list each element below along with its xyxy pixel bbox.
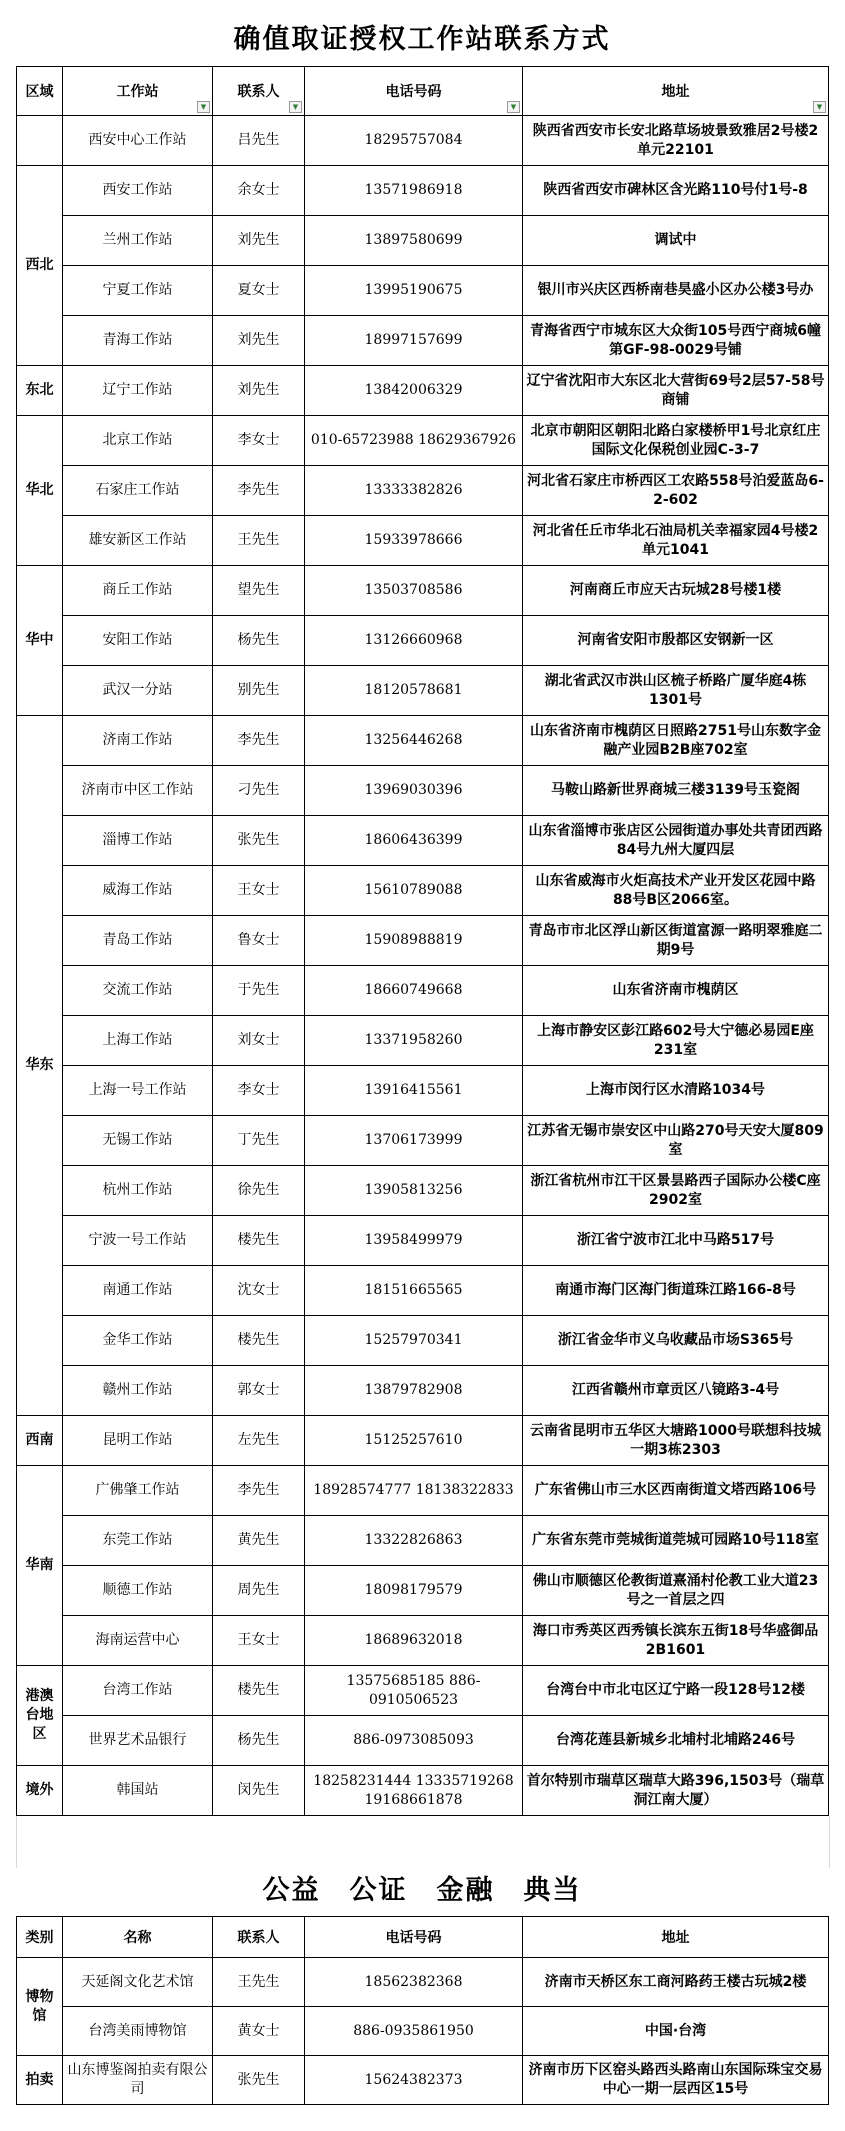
header-region[interactable]: 区域 xyxy=(17,67,63,116)
contact-cell[interactable]: 楼先生 xyxy=(213,1316,305,1366)
address-cell[interactable]: 山东省济南市槐荫区 xyxy=(523,966,829,1016)
phone-cell[interactable]: 18689632018 xyxy=(305,1616,523,1666)
header-category[interactable]: 类别 xyxy=(17,1917,63,1958)
phone-cell[interactable]: 13969030396 xyxy=(305,766,523,816)
address-cell[interactable]: 陕西省西安市长安北路草场坡景致雅居2号楼2单元22101 xyxy=(523,116,829,166)
address-cell[interactable]: 台湾台中市北屯区辽宁路一段128号12楼 xyxy=(523,1666,829,1716)
group-cell[interactable]: 华北 xyxy=(17,416,63,566)
header-contact[interactable]: 联系人 ▼ xyxy=(213,67,305,116)
station-cell[interactable]: 东莞工作站 xyxy=(63,1516,213,1566)
table-row xyxy=(17,1266,829,1316)
address-cell[interactable]: 海口市秀英区西秀镇长滨东五街18号华盛御品2B1601 xyxy=(523,1616,829,1666)
table-row xyxy=(17,516,829,566)
contact-cell[interactable]: 余女士 xyxy=(213,166,305,216)
address-cell[interactable]: 河南省安阳市殷都区安钢新一区 xyxy=(523,616,829,666)
phone-cell[interactable]: 13575685185 886-0910506523 xyxy=(305,1666,523,1716)
phone-cell[interactable]: 18660749668 xyxy=(305,966,523,1016)
station-cell[interactable]: 顺德工作站 xyxy=(63,1566,213,1616)
phone-cell[interactable]: 15125257610 xyxy=(305,1416,523,1466)
table-row xyxy=(17,166,829,216)
phone-cell[interactable]: 18606436399 xyxy=(305,816,523,866)
station-cell[interactable]: 台湾美雨博物馆 xyxy=(63,2007,213,2056)
contact-cell[interactable]: 黄女士 xyxy=(213,2007,305,2056)
station-cell[interactable]: 世界艺术品银行 xyxy=(63,1716,213,1766)
table-row xyxy=(17,366,829,416)
phone-cell[interactable]: 13571986918 xyxy=(305,166,523,216)
phone-cell[interactable]: 13322826863 xyxy=(305,1516,523,1566)
table-row xyxy=(17,716,829,766)
contact-cell[interactable]: 王先生 xyxy=(213,1958,305,2007)
station-cell[interactable]: 广佛肇工作站 xyxy=(63,1466,213,1516)
address-cell[interactable]: 中国·台湾 xyxy=(523,2007,829,2056)
station-cell[interactable]: 雄安新区工作站 xyxy=(63,516,213,566)
contact-cell[interactable]: 李先生 xyxy=(213,466,305,516)
address-cell[interactable]: 山东省威海市火炬高技术产业开发区花园中路88号B区2066室。 xyxy=(523,866,829,916)
group-cell[interactable]: 东北 xyxy=(17,366,63,416)
address-cell[interactable]: 青岛市市北区浮山新区街道富源一路明翠雅庭二期9号 xyxy=(523,916,829,966)
address-cell[interactable]: 济南市天桥区东工商河路药王楼古玩城2楼 xyxy=(523,1958,829,2007)
contact-cell[interactable]: 楼先生 xyxy=(213,1216,305,1266)
address-cell[interactable]: 湖北省武汉市洪山区梳子桥路广厦华庭4栋1301号 xyxy=(523,666,829,716)
table-row xyxy=(17,1366,829,1416)
phone-cell[interactable]: 886-0935861950 xyxy=(305,2007,523,2056)
address-cell[interactable]: 上海市静安区彭江路602号大宁德必易园E座231室 xyxy=(523,1016,829,1066)
table-row xyxy=(17,1466,829,1516)
partner-table xyxy=(16,1916,829,2105)
header-contact[interactable]: 联系人 xyxy=(213,1917,305,1958)
table-row xyxy=(17,1766,829,1816)
contact-cell[interactable]: 刘先生 xyxy=(213,216,305,266)
table-row xyxy=(17,766,829,816)
table-row xyxy=(17,1958,829,2007)
station-cell[interactable]: 交流工作站 xyxy=(63,966,213,1016)
phone-cell[interactable]: 13126660968 xyxy=(305,616,523,666)
table-row xyxy=(17,266,829,316)
station-cell[interactable]: 山东博鉴阁拍卖有限公司 xyxy=(63,2056,213,2105)
station-cell[interactable]: 安阳工作站 xyxy=(63,616,213,666)
group-cell[interactable]: 博物馆 xyxy=(17,1958,63,2056)
station-cell[interactable]: 金华工作站 xyxy=(63,1316,213,1366)
phone-cell[interactable]: 13706173999 xyxy=(305,1116,523,1166)
header-address[interactable]: 地址 ▼ xyxy=(523,67,829,116)
phone-cell[interactable]: 010-65723988 18629367926 xyxy=(305,416,523,466)
main-title: 确值取证授权工作站联系方式 xyxy=(233,24,611,55)
contact-cell[interactable]: 周先生 xyxy=(213,1566,305,1616)
station-cell[interactable]: 济南工作站 xyxy=(63,716,213,766)
address-cell[interactable]: 南通市海门区海门街道珠江路166-8号 xyxy=(523,1266,829,1316)
address-cell[interactable]: 广东省东莞市莞城街道莞城可园路10号118室 xyxy=(523,1516,829,1566)
station-cell[interactable]: 青海工作站 xyxy=(63,316,213,366)
contact-cell[interactable]: 王女士 xyxy=(213,866,305,916)
group-cell[interactable]: 境外 xyxy=(17,1766,63,1816)
phone-cell[interactable]: 13995190675 xyxy=(305,266,523,316)
contact-cell[interactable]: 于先生 xyxy=(213,966,305,1016)
sheet-gap xyxy=(16,1816,830,1868)
table-row xyxy=(17,616,829,666)
group-cell[interactable]: 西南 xyxy=(17,1416,63,1466)
table-row xyxy=(17,2007,829,2056)
table-row xyxy=(17,1716,829,1766)
contact-cell[interactable]: 徐先生 xyxy=(213,1166,305,1216)
contact-cell[interactable]: 郭女士 xyxy=(213,1366,305,1416)
station-cell[interactable]: 辽宁工作站 xyxy=(63,366,213,416)
contact-cell[interactable]: 鲁女士 xyxy=(213,916,305,966)
station-cell[interactable]: 青岛工作站 xyxy=(63,916,213,966)
station-cell[interactable]: 宁波一号工作站 xyxy=(63,1216,213,1266)
station-cell[interactable]: 上海工作站 xyxy=(63,1016,213,1066)
address-cell[interactable]: 河北省任丘市华北石油局机关幸福家园4号楼2单元1041 xyxy=(523,516,829,566)
contact-cell[interactable]: 王先生 xyxy=(213,516,305,566)
station-cell[interactable]: 无锡工作站 xyxy=(63,1116,213,1166)
contact-cell[interactable]: 刘女士 xyxy=(213,1016,305,1066)
contact-cell[interactable]: 沈女士 xyxy=(213,1266,305,1316)
table-row xyxy=(17,466,829,516)
phone-cell[interactable]: 15624382373 xyxy=(305,2056,523,2105)
station-cell[interactable]: 济南市中区工作站 xyxy=(63,766,213,816)
header-phone[interactable]: 电话号码 ▼ xyxy=(305,67,523,116)
section-title: 公益 公证 金融 典当 xyxy=(262,1875,582,1906)
table-row xyxy=(17,1116,829,1166)
table-row xyxy=(17,1066,829,1116)
station-cell[interactable]: 西安中心工作站 xyxy=(63,116,213,166)
address-cell[interactable]: 河南商丘市应天古玩城28号楼1楼 xyxy=(523,566,829,616)
table-row xyxy=(17,1216,829,1266)
address-cell[interactable]: 陕西省西安市碑林区含光路110号付1号-8 xyxy=(523,166,829,216)
address-cell[interactable]: 广东省佛山市三水区西南街道文塔西路106号 xyxy=(523,1466,829,1516)
phone-cell[interactable]: 13371958260 xyxy=(305,1016,523,1066)
phone-cell[interactable]: 18997157699 xyxy=(305,316,523,366)
filter-dropdown-icon[interactable]: ▼ xyxy=(289,101,302,113)
station-cell[interactable]: 淄博工作站 xyxy=(63,816,213,866)
contact-cell[interactable]: 王女士 xyxy=(213,1616,305,1666)
contact-cell[interactable]: 丁先生 xyxy=(213,1116,305,1166)
address-cell[interactable]: 辽宁省沈阳市大东区北大营街69号2层57-58号商铺 xyxy=(523,366,829,416)
group-cell[interactable] xyxy=(17,116,63,166)
phone-cell[interactable]: 13905813256 xyxy=(305,1166,523,1216)
table-row xyxy=(17,1616,829,1666)
table-row xyxy=(17,666,829,716)
address-cell[interactable]: 江西省赣州市章贡区八镜路3-4号 xyxy=(523,1366,829,1416)
address-cell[interactable]: 云南省昆明市五华区大塘路1000号联想科技城一期3栋2303 xyxy=(523,1416,829,1466)
station-cell[interactable]: 南通工作站 xyxy=(63,1266,213,1316)
address-cell[interactable]: 江苏省无锡市崇安区中山路270号天安大厦809室 xyxy=(523,1116,829,1166)
contact-cell[interactable]: 李先生 xyxy=(213,1466,305,1516)
group-cell[interactable]: 港澳台地区 xyxy=(17,1666,63,1766)
contact-cell[interactable]: 刘先生 xyxy=(213,366,305,416)
address-cell[interactable]: 浙江省杭州市江干区景昙路西子国际办公楼C座2902室 xyxy=(523,1166,829,1216)
station-cell[interactable]: 杭州工作站 xyxy=(63,1166,213,1216)
station-cell[interactable]: 海南运营中心 xyxy=(63,1616,213,1666)
station-cell[interactable]: 昆明工作站 xyxy=(63,1416,213,1466)
station-cell[interactable]: 天延阁文化艺术馆 xyxy=(63,1958,213,2007)
table-row xyxy=(17,966,829,1016)
group-cell[interactable]: 华南 xyxy=(17,1466,63,1666)
table-row xyxy=(17,1016,829,1066)
phone-cell[interactable]: 18098179579 xyxy=(305,1566,523,1616)
phone-cell[interactable]: 15908988819 xyxy=(305,916,523,966)
address-cell[interactable]: 青海省西宁市城东区大众街105号西宁商城6幢第GF-98-0029号铺 xyxy=(523,316,829,366)
phone-cell[interactable]: 18295757084 xyxy=(305,116,523,166)
contact-cell[interactable]: 刘先生 xyxy=(213,316,305,366)
contact-cell[interactable]: 闵先生 xyxy=(213,1766,305,1816)
header-station[interactable]: 工作站 ▼ xyxy=(63,67,213,116)
station-cell[interactable]: 上海一号工作站 xyxy=(63,1066,213,1116)
contact-cell[interactable]: 别先生 xyxy=(213,666,305,716)
table-row xyxy=(17,1666,829,1716)
station-cell[interactable]: 石家庄工作站 xyxy=(63,466,213,516)
contact-cell[interactable]: 左先生 xyxy=(213,1416,305,1466)
header-address[interactable]: 地址 xyxy=(523,1917,829,1958)
address-cell[interactable]: 山东省淄博市张店区公园街道办事处共青团西路84号九州大厦四层 xyxy=(523,816,829,866)
phone-cell[interactable]: 886-0973085093 xyxy=(305,1716,523,1766)
group-cell[interactable]: 华中 xyxy=(17,566,63,716)
contact-cell[interactable]: 杨先生 xyxy=(213,1716,305,1766)
contact-cell[interactable]: 刁先生 xyxy=(213,766,305,816)
phone-cell[interactable]: 15610789088 xyxy=(305,866,523,916)
table-row xyxy=(17,816,829,866)
contact-cell[interactable]: 张先生 xyxy=(213,2056,305,2105)
table-row xyxy=(17,1416,829,1466)
address-cell[interactable]: 浙江省宁波市江北中马路517号 xyxy=(523,1216,829,1266)
phone-cell[interactable]: 13879782908 xyxy=(305,1366,523,1416)
station-cell[interactable]: 赣州工作站 xyxy=(63,1366,213,1416)
station-cell[interactable]: 韩国站 xyxy=(63,1766,213,1816)
address-cell[interactable]: 山东省济南市槐荫区日照路2751号山东数字金融产业园B2B座702室 xyxy=(523,716,829,766)
station-cell[interactable]: 威海工作站 xyxy=(63,866,213,916)
workstation-table xyxy=(16,66,829,1816)
contact-cell[interactable]: 夏女士 xyxy=(213,266,305,316)
address-cell[interactable]: 马鞍山路新世界商城三楼3139号玉瓷阁 xyxy=(523,766,829,816)
table-row xyxy=(17,566,829,616)
station-cell[interactable]: 宁夏工作站 xyxy=(63,266,213,316)
table-row xyxy=(17,216,829,266)
table-row xyxy=(17,916,829,966)
table-row xyxy=(17,116,829,166)
station-cell[interactable]: 兰州工作站 xyxy=(63,216,213,266)
station-cell[interactable]: 台湾工作站 xyxy=(63,1666,213,1716)
contact-cell[interactable]: 望先生 xyxy=(213,566,305,616)
phone-cell[interactable]: 13333382826 xyxy=(305,466,523,516)
filter-dropdown-icon[interactable]: ▼ xyxy=(507,101,520,113)
address-cell[interactable]: 台湾花莲县新城乡北埔村北埔路246号 xyxy=(523,1716,829,1766)
address-cell[interactable]: 银川市兴庆区西桥南巷昊盛小区办公楼3号办 xyxy=(523,266,829,316)
phone-cell[interactable]: 13958499979 xyxy=(305,1216,523,1266)
contact-cell[interactable]: 李女士 xyxy=(213,416,305,466)
contact-cell[interactable]: 杨先生 xyxy=(213,616,305,666)
contact-cell[interactable]: 吕先生 xyxy=(213,116,305,166)
table-row xyxy=(17,1316,829,1366)
table-row xyxy=(17,866,829,916)
table-row xyxy=(17,1166,829,1216)
phone-cell[interactable]: 13897580699 xyxy=(305,216,523,266)
address-cell[interactable]: 调试中 xyxy=(523,216,829,266)
address-cell[interactable]: 佛山市顺德区伦教街道熹涌村伦教工业大道23号之一首层之四 xyxy=(523,1566,829,1616)
phone-cell[interactable]: 18928574777 18138322833 xyxy=(305,1466,523,1516)
phone-cell[interactable]: 18258231444 13335719268 19168661878 xyxy=(305,1766,523,1816)
address-cell[interactable]: 河北省石家庄市桥西区工农路558号泊爱蓝岛6-2-602 xyxy=(523,466,829,516)
table-row xyxy=(17,1516,829,1566)
contact-cell[interactable]: 张先生 xyxy=(213,816,305,866)
phone-cell[interactable]: 18151665565 xyxy=(305,1266,523,1316)
contact-cell[interactable]: 黄先生 xyxy=(213,1516,305,1566)
address-cell[interactable]: 北京市朝阳区朝阳北路白家楼桥甲1号北京红庄国际文化保税创业园C-3-7 xyxy=(523,416,829,466)
phone-cell[interactable]: 15257970341 xyxy=(305,1316,523,1366)
group-cell[interactable]: 西北 xyxy=(17,166,63,366)
phone-cell[interactable]: 18120578681 xyxy=(305,666,523,716)
address-cell[interactable]: 首尔特别市瑞草区瑞草大路396,1503号（瑞草洞江南大厦） xyxy=(523,1766,829,1816)
phone-cell[interactable]: 13916415561 xyxy=(305,1066,523,1116)
address-cell[interactable]: 济南市历下区窑头路西头路南山东国际珠宝交易中心一期一层西区15号 xyxy=(523,2056,829,2105)
group-cell[interactable]: 华东 xyxy=(17,716,63,1416)
table-row xyxy=(17,416,829,466)
table-row xyxy=(17,1566,829,1616)
station-cell[interactable]: 西安工作站 xyxy=(63,166,213,216)
header-phone[interactable]: 电话号码 xyxy=(305,1917,523,1958)
header-name[interactable]: 名称 xyxy=(63,1917,213,1958)
contact-cell[interactable]: 楼先生 xyxy=(213,1666,305,1716)
address-cell[interactable]: 浙江省金华市义乌收藏品市场S365号 xyxy=(523,1316,829,1366)
contact-cell[interactable]: 李女士 xyxy=(213,1066,305,1116)
table-row xyxy=(17,316,829,366)
phone-cell[interactable]: 18562382368 xyxy=(305,1958,523,2007)
phone-cell[interactable]: 13256446268 xyxy=(305,716,523,766)
station-cell[interactable]: 北京工作站 xyxy=(63,416,213,466)
contact-cell[interactable]: 李先生 xyxy=(213,716,305,766)
phone-cell[interactable]: 15933978666 xyxy=(305,516,523,566)
table-row xyxy=(17,2056,829,2105)
phone-cell[interactable]: 13842006329 xyxy=(305,366,523,416)
address-cell[interactable]: 上海市闵行区水清路1034号 xyxy=(523,1066,829,1116)
group-cell[interactable]: 拍卖 xyxy=(17,2056,63,2105)
filter-dropdown-icon[interactable]: ▼ xyxy=(197,101,210,113)
phone-cell[interactable]: 13503708586 xyxy=(305,566,523,616)
filter-dropdown-icon[interactable]: ▼ xyxy=(813,101,826,113)
station-cell[interactable]: 商丘工作站 xyxy=(63,566,213,616)
station-cell[interactable]: 武汉一分站 xyxy=(63,666,213,716)
